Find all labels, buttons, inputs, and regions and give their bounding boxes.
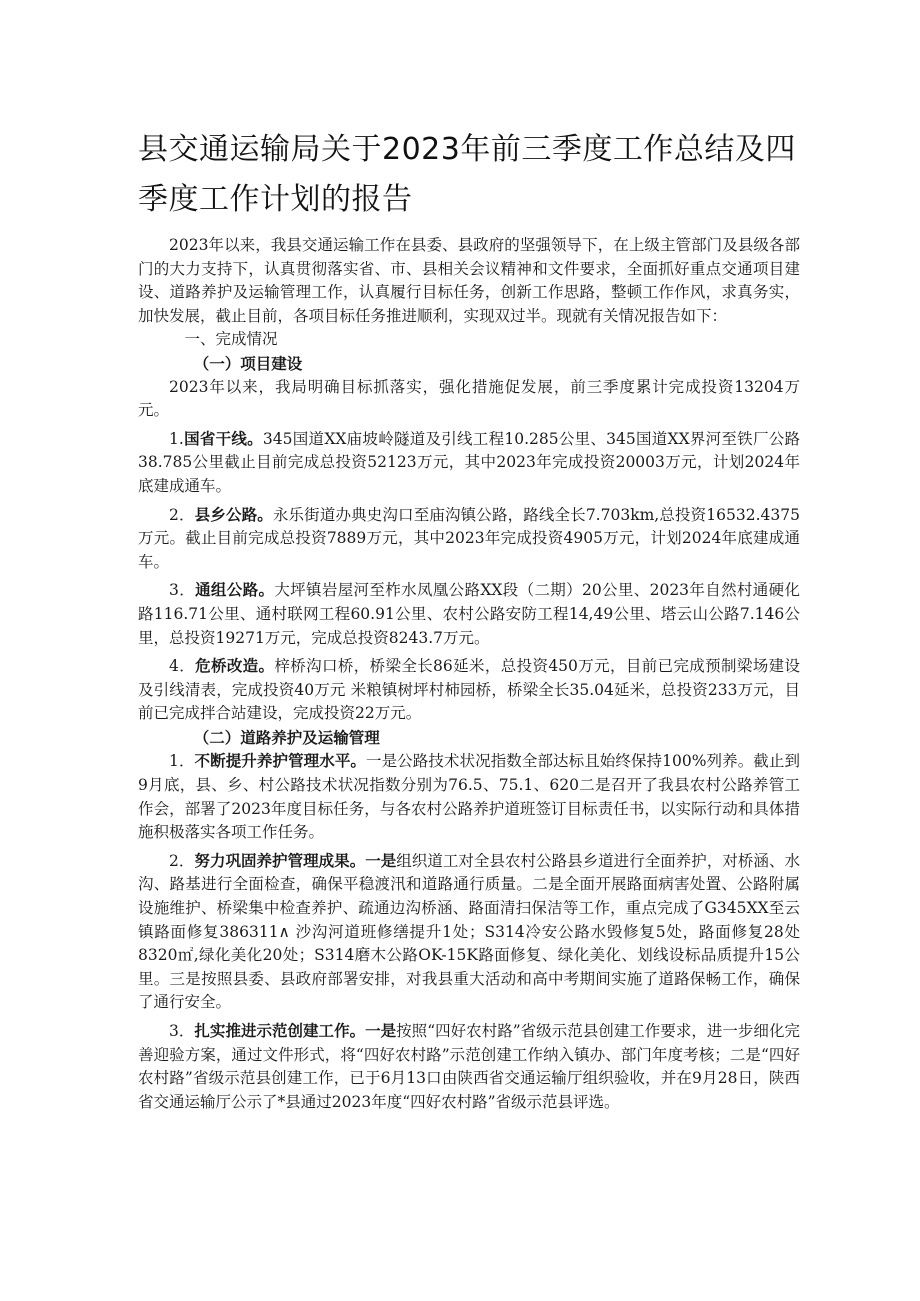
item-number: 3．: [169, 581, 196, 600]
item-lead: 一是: [365, 850, 397, 870]
item-paragraph: [138, 654, 800, 726]
subsection-heading: （二）道路养护及运输管理: [193, 727, 380, 747]
item-text: 345国道XX庙坡岭隧道及引线工程10.285公里、345国道XX界河至铁厂公路38.785公里截止目前完成总投资52123万元，其中2023年完成投资20003万元，计划2024年底建成通车。: [138, 429, 800, 495]
item-heading: 县乡公路。: [194, 504, 273, 524]
item-paragraph: [138, 427, 800, 499]
item-number: 3．: [169, 1022, 195, 1040]
item-paragraph: [138, 849, 800, 1015]
item-heading: 努力巩固养护管理成果。: [194, 850, 366, 870]
subsection-intro: 2023年以来，我局明确目标抓落实，强化措施促发展，前三季度累计完成投资13204万元。: [138, 377, 800, 420]
item-paragraph: [138, 1019, 800, 1114]
item-paragraph: [138, 749, 800, 844]
intro-paragraph: 2023年以来，我县交通运输工作在县委、县政府的坚强领导下，在上级主管部门及县级各部门的大力支持下，认真贯彻落实省、市、县相关会议精神和文件要求，全面抓好重点交通项目建设、道路养护及运输管理工作，认真履行目标任务，创新工作思路，整顿工作作风，求真务实，加快发展，截止目前，各项目标任务推进顺利，实现双过半。现就有关情况报告如下：: [138, 236, 800, 325]
item-number: 4．: [169, 657, 196, 676]
item-text: 按照“四好农村路”省级示范县创建工作要求，进一步细化完善迎验方案，通过文件形式，将“四好农村路”示范创建工作纳入镇办、部门年度考核；二是“四好农村路”省级示范县创建工作，已于6月13口由陕西省交通运输厅组织验收，并在9月28日，陕西省交通运输厅公示了*县通过2023年度“四好农村路”省级示范县评选。: [138, 1022, 800, 1111]
document-body: [138, 234, 800, 1114]
document-title: 县交通运输局关于2023年前三季度工作总结及四季度工作计划的报告: [138, 132, 796, 217]
item-number: 1.: [169, 429, 184, 448]
item-heading: 国省干线。: [183, 428, 263, 448]
item-text: 一是公路技术状况指数全部达标且始终保持100%列养。截止到9月底，县、乡、村公路技术状况指数分别为76.5、75.1、620二是召开了我县农村公路养管工作会，部署了2023年度目标任务，与各农村公路养护道班签订目标责任书，以实际行动和具体措施积极落实各项工作任务。: [138, 752, 800, 842]
item-paragraph: [138, 503, 800, 575]
item-number: 1．: [169, 752, 195, 771]
item-number: 2．: [169, 505, 195, 524]
section-heading: 一、完成情况: [184, 330, 278, 349]
item-text: 大坪镇岩屋河至柞水凤凰公路XX段（二期）20公里、2023年自然村通硬化路116.71公里、通村联网工程60.91公里、农村公路安防工程14,49公里、塔云山公路7.146公里，总投资19271万元，完成总投资8243.7万元。: [138, 581, 800, 647]
item-heading: 不断提升养护管理水平。: [194, 751, 366, 771]
item-heading: 扎实推进示范创建工作。: [194, 1021, 366, 1040]
item-text: 永乐街道办典史沟口至庙沟镇公路，路线全长7.703km,总投资16532.4375万元。截止目前完成总投资7889万元，其中2023年完成投资4905万元，计划2024年底建成通车。: [138, 505, 800, 571]
subsection-heading: （一）项目建设: [193, 353, 303, 373]
item-number: 2．: [169, 851, 195, 870]
item-text: 梓桥沟口桥，桥梁全长86延米，总投资450万元，目前已完成预制梁场建设及引线清表，完成投资40万元 米粮镇树坪村柿园桥，桥梁全长35.04延米，总投资233万元，目前已完成拌合站建设，完成投资22万元。: [138, 657, 800, 723]
item-heading: 危桥改造。: [195, 656, 275, 676]
item-heading: 通组公路。: [195, 580, 275, 600]
item-paragraph: [138, 578, 800, 650]
item-text: 组织道工对全县农村公路县乡道进行全面养护，对桥涵、水沟、路基进行全面检查，确保平稳渡汛和道路通行质量。二是全面开展路面病害处置、公路附属设施维护、桥梁集中检查养护、疏通边沟桥涵、路面清扫保洁等工作，重点完成了G345XX至云镇路面修复386311∧ 沙沟河道班修缮提升1处；S314冷安公路水毁修复5处，路面修复28处8320㎡,绿化美化20处；S314磨木公路OK-15K路面修复、绿化美化、划线设标品质提升15公里。三是按照县委、县政府部署安排，对我县重大活动和高中考期间实施了道路保畅工作，确保了通行安全。: [138, 851, 800, 1012]
item-lead: 一是: [365, 1021, 397, 1040]
